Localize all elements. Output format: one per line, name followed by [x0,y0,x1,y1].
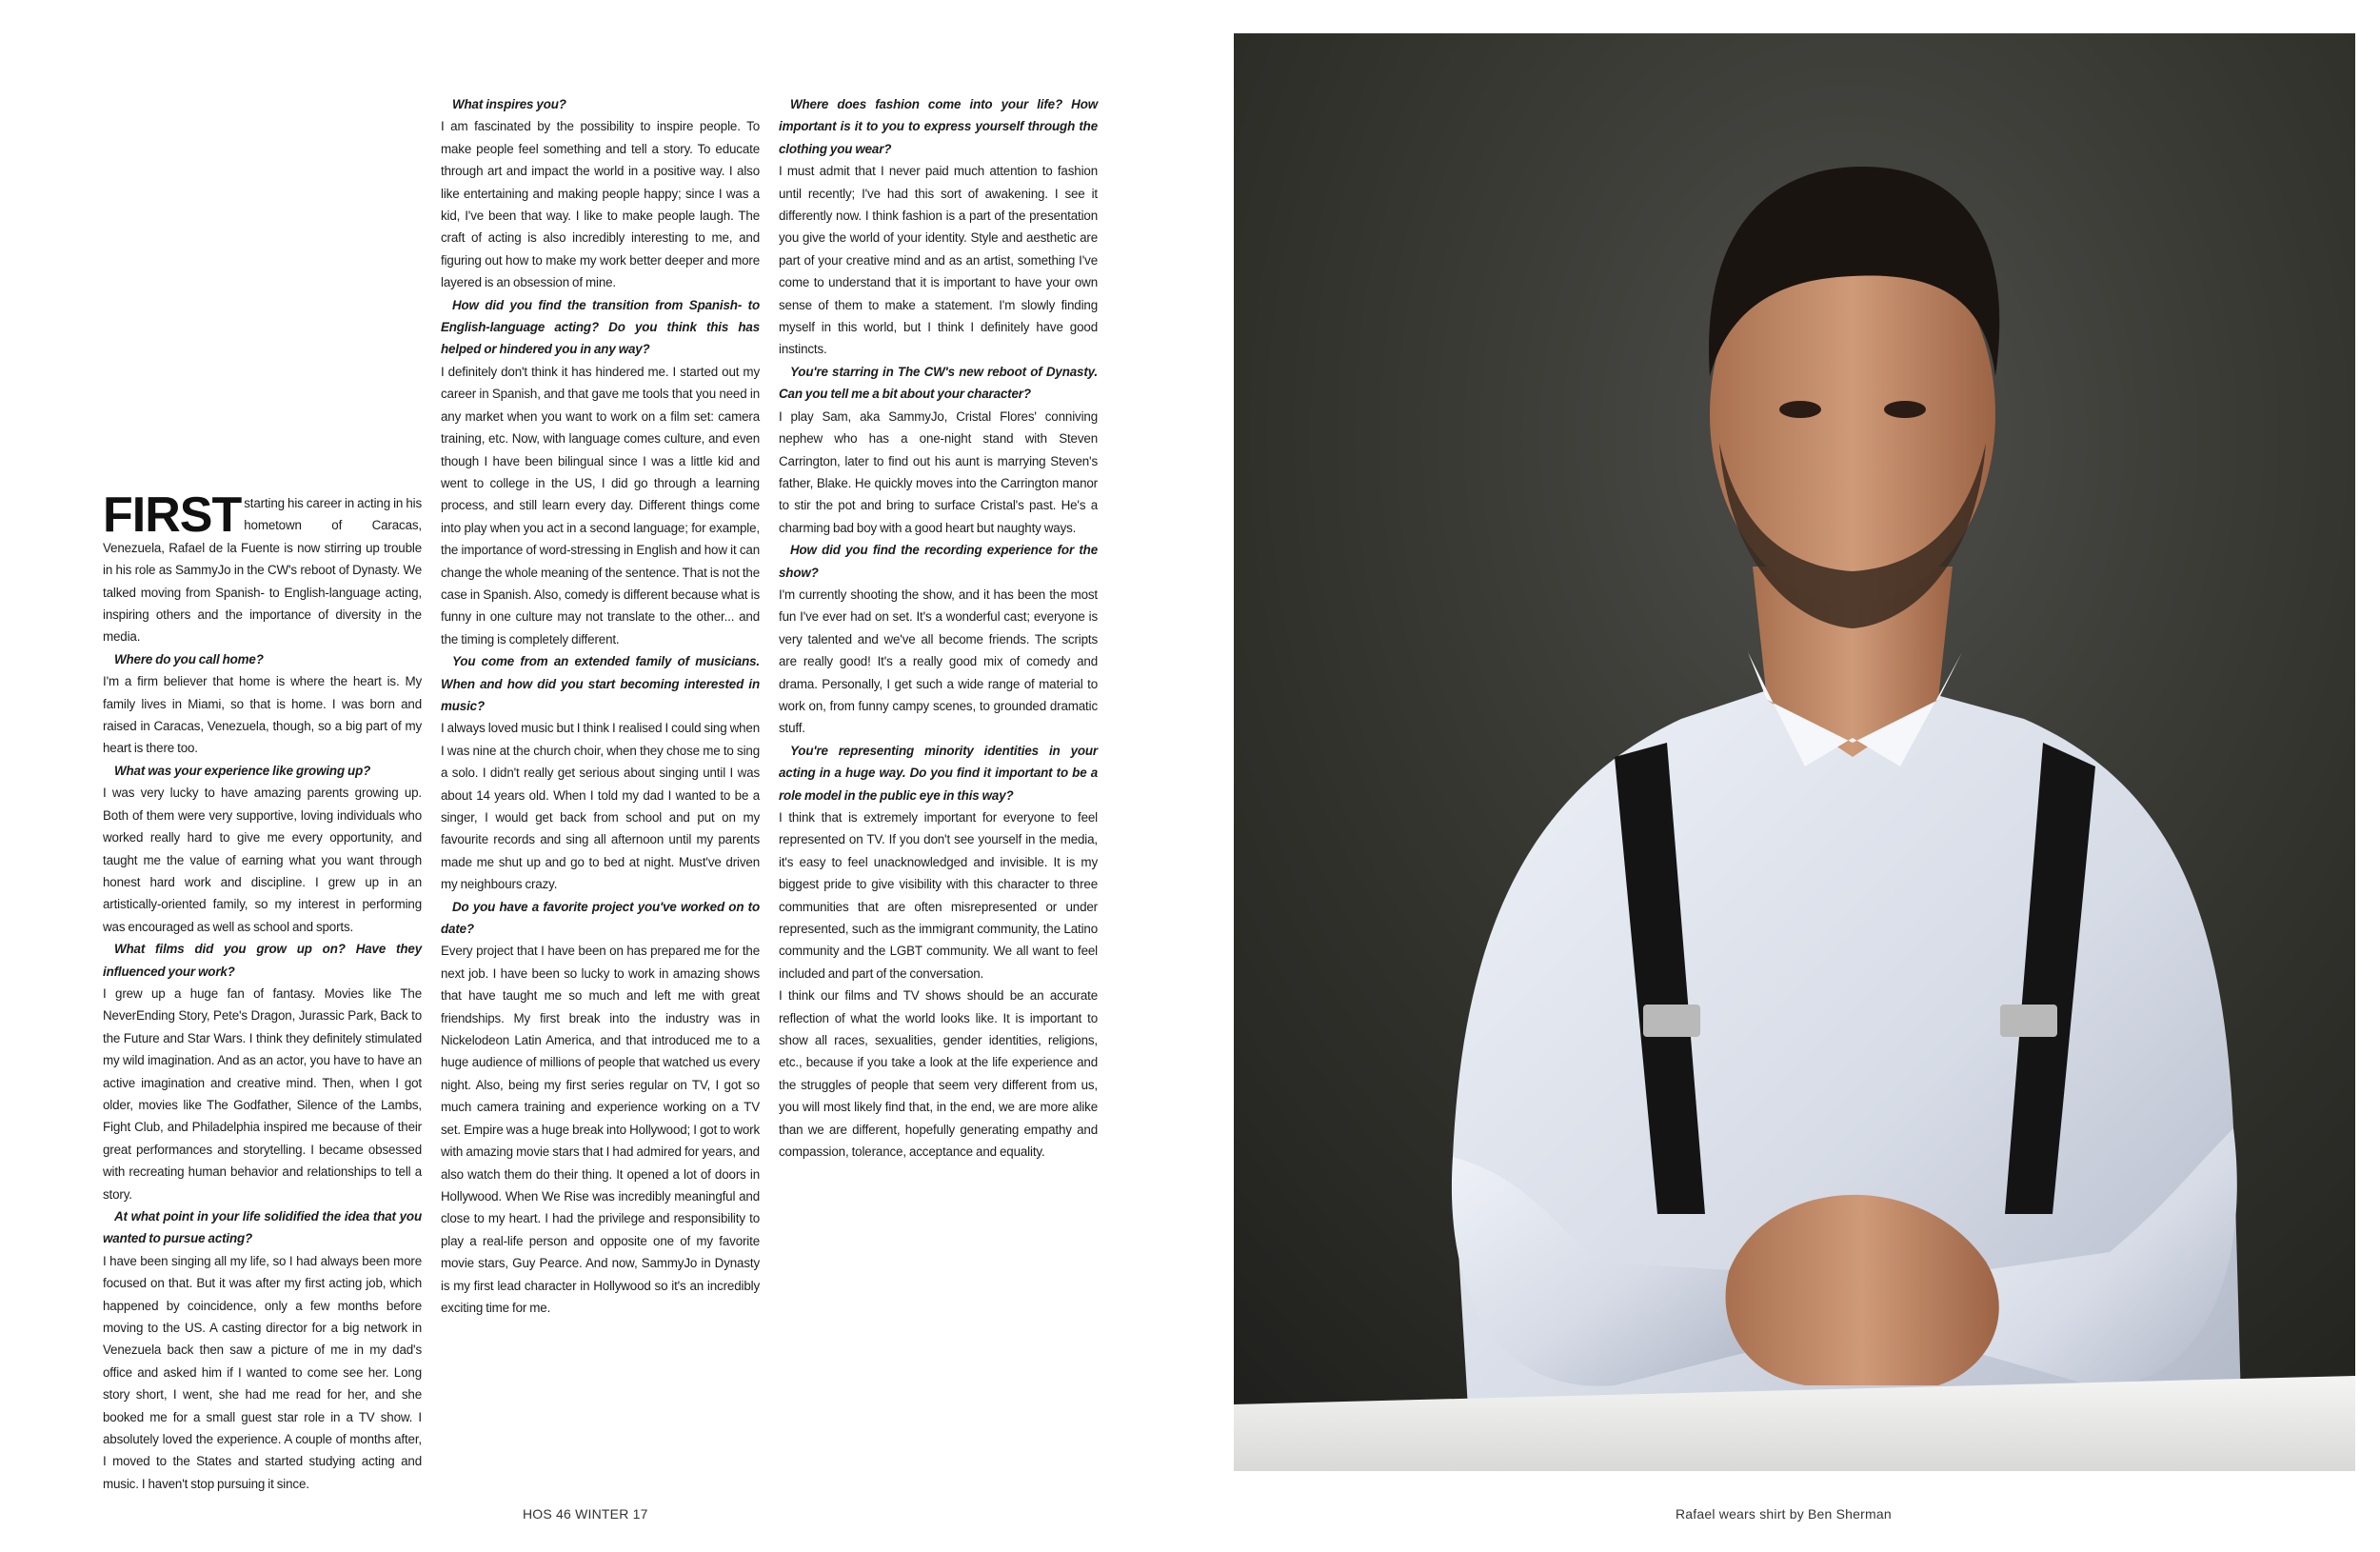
folio: HOS 46 WINTER 17 [523,1506,648,1522]
interview-question: Where do you call home? [114,651,264,667]
interview-answer [779,160,1098,361]
portrait-illustration [1234,33,2355,1471]
answer-paragraph: I have been singing all my life, so I had always been more focused on that. But it was after my first acting job, which happened by coincidence, only a few months before moving to the US. A casting director for a big network in Venezuela back then saw a picture of me in my dad's office and asked him if I wanted to come see her. Long story short, I went, she had me read for her, and she booked me for a small guest star role in a TV show. I absolutely loved the experience. A couple of months after, I moved to the States and started studying acting and music. I haven't stop pursuing it since. [103,1253,422,1491]
qa-block [779,539,1098,740]
portrait-photo [1234,33,2355,1471]
interview-question: What was your experience like growing up? [114,763,371,778]
article-intro [103,487,422,648]
qa-block [441,650,760,895]
interview-question: Do you have a favorite project you've worked on to date? [441,899,760,937]
qa-block [779,361,1098,539]
interview-question: How did you find the recording experience for the show? [779,543,1098,580]
qa-block [103,938,422,1205]
article-column-3 [779,93,1098,1164]
answer-paragraph: I think our films and TV shows should be an accurate reflection of what the world looks like. It is important to show all races, sexualities, gender identities, religions, etc., because if you take a look at the life experience and the struggles of people that seem very different from us, you will most likely find that, in the end, we are more alike than we are different, hopefully generating empathy and compassion, tolerance, acceptance and equality. [779,988,1098,1160]
answer-paragraph: I'm currently shooting the show, and it has been the most fun I've ever had on set. It's a wonderful cast; everyone is very talented and we've all become friends. The scripts are really good! It's a really good mix of comedy and drama. Personally, I get such a wide range of material to work on, from funny campy scenes, to grounded dramatic stuff. [779,587,1098,736]
interview-question: Where does fashion come into your life? How important is it to you to express yourself through the clothing you wear? [779,97,1098,156]
qa-block [779,740,1098,1164]
interview-answer [441,717,760,895]
interview-question: You're representing minority identities in your acting in a huge way. Do you find it important to be a role model in the public eye in this way? [779,743,1098,803]
interview-question: What inspires you? [452,97,566,111]
answer-paragraph: I'm a firm believer that home is where the heart is. My family lives in Miami, so that is home. I was born and raised in Caracas, Venezuela, though, so a big part of my heart is there too. [103,674,422,756]
interview-question: You're starring in The CW's new reboot of Dynasty. Can you tell me a bit about your character? [779,364,1098,402]
answer-paragraph: I was very lucky to have amazing parents growing up. Both of them were very supportive, loving individuals who worked really hard to give me every opportunity, and taught me the value of earning what you want through honest hard work and discipline. I grew up in an artistically-oriented family, so my interest in performing was encouraged as well as school and sports. [103,786,422,934]
interview-answer [103,1250,422,1495]
qa-block [441,896,760,1320]
answer-paragraph: I definitely don't think it has hindered me. I started out my career in Spanish, and that gave me tools that you need in any market when you want to work on a film set: camera training, etc. Now, with language comes culture, and even though I have been bilingual since I was a little kid and went to college in the US, I did go through a learning process, and still learn every day. Different things come into play when you act in a second language; for example, the importance of word-stressing in English and how it can change the whole meaning of the sentence. That is not the case in Spanish. Also, comedy is different because what is funny in one culture may not translate to the other... and the timing is completely different. [441,364,760,647]
interview-question: How did you find the transition from Spanish- to English-language acting? Do you think this has helped or hindered you in any way? [441,297,760,357]
interview-answer [103,983,422,1205]
answer-paragraph: I must admit that I never paid much attention to fashion until recently; I've had this sort of awakening. I see it differently now. I think fashion is a part of the presentation you give the world of your identity. Style and aesthetic are part of your creative mind and as an artist, something I've come to understand that it is important to have your own sense of them to make a statement. I'm slowly finding myself in this world, but I think I definitely have good instincts. [779,164,1098,357]
interview-question: You come from an extended family of musicians. When and how did you start becoming interested in music? [441,654,760,713]
interview-answer [779,806,1098,1164]
qa-block [441,93,760,294]
qa-block [103,648,422,760]
interview-question: What films did you grow up on? Have they influenced your work? [103,942,422,979]
qa-block [779,93,1098,361]
article-column-1 [103,487,422,1495]
interview-answer [441,361,760,650]
interview-question: At what point in your life solidified the idea that you wanted to pursue acting? [103,1209,422,1246]
intro-text: starting his career in acting in his hometown of Caracas, Venezuela, Rafael de la Fuente is now stirring up trouble in his role as SammyJo in the CW's reboot of Dynasty. We talked moving from Spanish- to English-language acting, inspiring others and the importance of diversity in the media. [103,496,422,645]
qa-block [103,1205,422,1495]
answer-paragraph: I am fascinated by the possibility to inspire people. To make people feel something and tell a story. To educate through art and impact the world in a positive way. I also like entertaining and making people happy; since I was a kid, I've been that way. I like to make people laugh. The craft of acting is also incredibly interesting to me, and figuring out how to make my work better deeper and more layered is an obsession of mine. [441,119,760,290]
answer-paragraph: I grew up a huge fan of fantasy. Movies like The NeverEnding Story, Pete's Dragon, Jurassic Park, Back to the Future and Star Wars. I think they definitely stimulated my wild imagination. And as an actor, you have to have an active imagination and creative mind. Then, when I got older, movies like The Godfather, Silence of the Lambs, Fight Club, and Philadelphia inspired me because of their great performances and storytelling. I became obsessed with recreating human behavior and relationships to tell a story. [103,985,422,1202]
interview-answer [779,584,1098,740]
interview-answer [103,782,422,938]
qa-block [441,294,760,651]
interview-answer [441,115,760,293]
qa-block [103,760,422,938]
photo-caption: Rafael wears shirt by Ben Sherman [1676,1506,1892,1522]
answer-paragraph: I play Sam, aka SammyJo, Cristal Flores' conniving nephew who has a one-night stand with Steven Carrington, later to find out his aunt is marrying Steven's father, Blake. He quickly moves into the Carrington manor to stir the pot and bring to surface Cristal's past. He's a charming bad boy with a good heart but naughty ways. [779,408,1098,535]
interview-answer [779,406,1098,539]
dropcap-first: FIRST [103,487,242,543]
answer-paragraph: Every project that I have been on has prepared me for the next job. I have been so lucky to work in amazing shows that have taught me so much and left me with great friendships. My first break into the industry was in Nickelodeon Latin America, and that introduced me to a huge audience of millions of people that watched us every night. Also, being my first series regular on TV, I got so much camera training and experience working on a TV set. Empire was a huge break into Hollywood; I got to work with amazing movie stars that I had admired for years, and also watch them do their thing. It opened a lot of doors in Hollywood. When We Rise was incredibly meaningful and close to my heart. I had the privilege and responsibility to play a real-life person and opposite one of my favorite movie stars, Guy Pearce. And now, SammyJo in Dynasty is my first lead character in Hollywood so it's an incredibly exciting time for me. [441,944,760,1315]
answer-paragraph: I always loved music but I think I realised I could sing when I was nine at the church choir, when they chose me to sing a solo. I didn't really get serious about singing until I was about 14 years old. When I told my dad I wanted to be a singer, I would get back from school and put on my favourite records and sing all afternoon until my parents made me shut up and go to bed at night. Must've driven my neighbours crazy. [441,721,760,892]
answer-paragraph: I think that is extremely important for everyone to feel represented on TV. If you don't see yourself in the media, it's easy to feel unacknowledged and invisible. It is my biggest pride to give visibility with this character to three communities that are often misrepresented or under represented, such as the immigrant community, the Latino community and the LGBT community. We all want to feel included and part of the conversation. [779,810,1098,981]
interview-answer [441,940,760,1319]
article-column-2 [441,93,760,1319]
interview-answer [103,670,422,760]
